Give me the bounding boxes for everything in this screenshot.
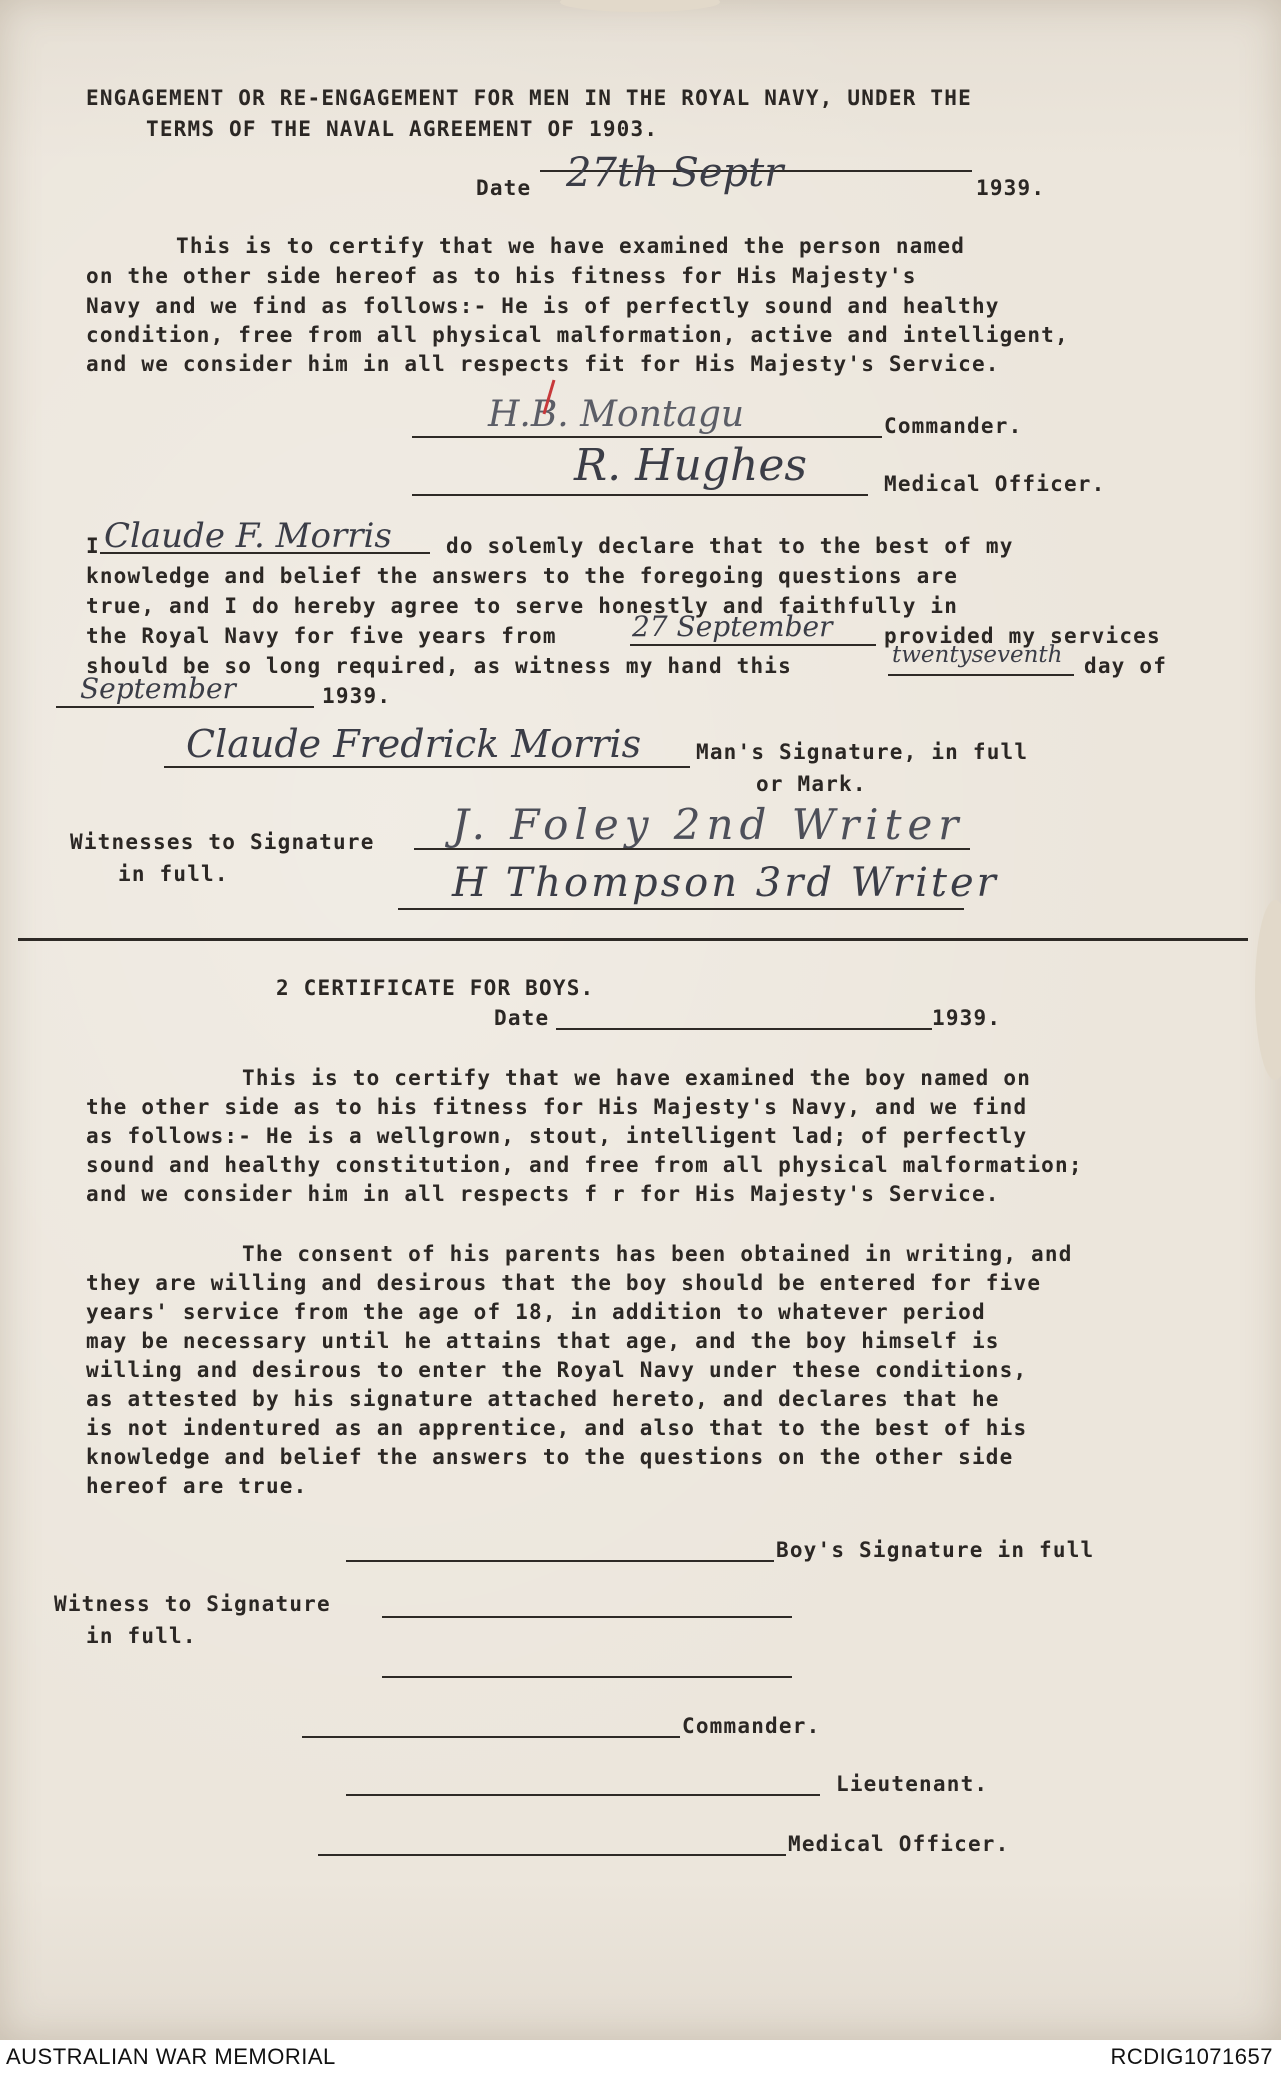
- witness-1-line: [414, 848, 970, 850]
- boys-witness-label: Witness to Signature: [54, 1592, 331, 1616]
- man-signature-line: [164, 766, 690, 768]
- boys-medical-officer-line: [318, 1854, 786, 1856]
- man-signature-label: Man's Signature, in full: [696, 740, 1029, 764]
- boys-medical-officer-label: Medical Officer.: [788, 1832, 1010, 1856]
- boys-para2-line-9: hereof are true.: [86, 1474, 308, 1498]
- section-divider: [18, 938, 1248, 941]
- declaration-line-1: do solemly declare that to the best of my: [446, 534, 1014, 558]
- commander-signature: H.B. Montagu: [488, 394, 745, 435]
- archive-credit: AUSTRALIAN WAR MEMORIAL: [6, 2044, 336, 2069]
- form-title-line-1: ENGAGEMENT OR RE-ENGAGEMENT FOR MEN IN THE ROYAL NAVY, UNDER THE: [86, 86, 972, 110]
- boys-para2-line-4: may be necessary until he attains that age, and the boy himself is: [86, 1329, 1000, 1353]
- paper-edge-wear: [1255, 900, 1281, 1080]
- paper-tear: [560, 0, 720, 12]
- form-title-line-2: TERMS OF THE NAVAL AGREEMENT OF 1903.: [146, 117, 659, 141]
- boys-para1-line-2: the other side as to his fitness for His Majesty's Navy, and we find: [86, 1095, 1028, 1119]
- boys-para2-line-1: The consent of his parents has been obtained in writing, and: [242, 1242, 1073, 1266]
- boys-date-label: Date: [494, 1006, 550, 1030]
- boys-para2-line-3: years' service from the age of 18, in addition to whatever period: [86, 1300, 986, 1324]
- declaration-line-2: knowledge and belief the answers to the foregoing questions are: [86, 564, 959, 588]
- declaration-line-3: true, and I do hereby agree to serve honestly and faithfully in: [86, 594, 959, 618]
- date-year: 1939.: [976, 176, 1046, 200]
- boys-witness-line-1: [382, 1616, 792, 1618]
- witnesses-label: Witnesses to Signature: [70, 830, 375, 854]
- witnesses-label-in-full: in full.: [118, 862, 229, 886]
- boys-para2-line-2: they are willing and desirous that the boy should be entered for five: [86, 1271, 1042, 1295]
- boys-para1-line-1: This is to certify that we have examined the boy named on: [242, 1066, 1032, 1090]
- boys-witness-line-2: [382, 1676, 792, 1678]
- men-cert-line-3: Navy and we find as follows:- He is of perfectly sound and healthy: [86, 294, 1000, 318]
- commander-signature-line: [412, 436, 882, 438]
- boys-witness-label-in-full: in full.: [86, 1624, 197, 1648]
- boy-signature-line: [346, 1560, 774, 1562]
- boy-signature-label: Boy's Signature in full: [776, 1538, 1095, 1562]
- boys-date-year: 1939.: [932, 1006, 1002, 1030]
- commander-label: Commander.: [884, 414, 1023, 438]
- service-start-date: 27 September: [632, 610, 833, 643]
- declaration-prefix: I: [86, 534, 100, 558]
- declaration-line-5-start: should be so long required, as witness my hand this: [86, 654, 792, 678]
- declaration-day: twentyseventh: [892, 642, 1063, 668]
- or-mark-label: or Mark.: [756, 772, 867, 796]
- men-cert-line-1: This is to certify that we have examined the person named: [176, 234, 966, 258]
- men-cert-line-5: and we consider him in all respects fit for His Majesty's Service.: [86, 352, 1000, 376]
- boys-para2-line-5: willing and desirous to enter the Royal Navy under these conditions,: [86, 1358, 1028, 1382]
- boys-para1-line-4: sound and healthy constitution, and free from all physical malformation;: [86, 1153, 1083, 1177]
- day-line: [888, 674, 1074, 676]
- declaration-line-4-start: the Royal Navy for five years from: [86, 624, 557, 648]
- witness-1-signature: J. Foley 2nd Writer: [452, 800, 965, 849]
- boys-commander-label: Commander.: [682, 1714, 821, 1738]
- lieutenant-line: [346, 1794, 820, 1796]
- boys-para1-line-3: as follows:- He is a wellgrown, stout, intelligent lad; of perfectly: [86, 1124, 1028, 1148]
- date-handwritten: 27th Septr: [566, 150, 784, 196]
- medical-officer-signature: R. Hughes: [574, 440, 807, 491]
- boys-para2-line-6: as attested by his signature attached hereto, and declares that he: [86, 1387, 1000, 1411]
- boys-date-line: [556, 1028, 932, 1030]
- man-full-signature: Claude Fredrick Morris: [186, 722, 642, 766]
- boys-para2-line-7: is not indentured as an apprentice, and also that to the best of his: [86, 1416, 1028, 1440]
- declaration-line-5-end: day of: [1084, 654, 1168, 678]
- men-cert-line-4: condition, free from all physical malformation, active and intelligent,: [86, 323, 1069, 347]
- declaration-month: September: [80, 672, 236, 705]
- date-label: Date: [476, 176, 532, 200]
- lieutenant-label: Lieutenant.: [836, 1772, 989, 1796]
- month-line: [56, 706, 314, 708]
- boys-para1-line-5: and we consider him in all respects f r for His Majesty's Service.: [86, 1182, 1000, 1206]
- declarant-name: Claude F. Morris: [104, 516, 392, 556]
- witness-2-signature: H Thompson 3rd Writer: [452, 860, 999, 906]
- archive-reference: RCDIG1071657: [1110, 2044, 1273, 2069]
- boys-certificate-heading: 2 CERTIFICATE FOR BOYS.: [276, 976, 595, 1000]
- declaration-line-4-end: provided my services: [884, 624, 1161, 648]
- men-cert-line-2: on the other side hereof as to his fitness for His Majesty's: [86, 264, 917, 288]
- start-date-line: [630, 644, 876, 646]
- boys-commander-line: [302, 1736, 680, 1738]
- boys-para2-line-8: knowledge and belief the answers to the questions on the other side: [86, 1445, 1014, 1469]
- medical-officer-label: Medical Officer.: [884, 472, 1106, 496]
- declaration-year: 1939.: [322, 684, 392, 708]
- witness-2-line: [398, 908, 964, 910]
- red-pencil-mark: [540, 378, 560, 418]
- medical-signature-line: [412, 494, 868, 496]
